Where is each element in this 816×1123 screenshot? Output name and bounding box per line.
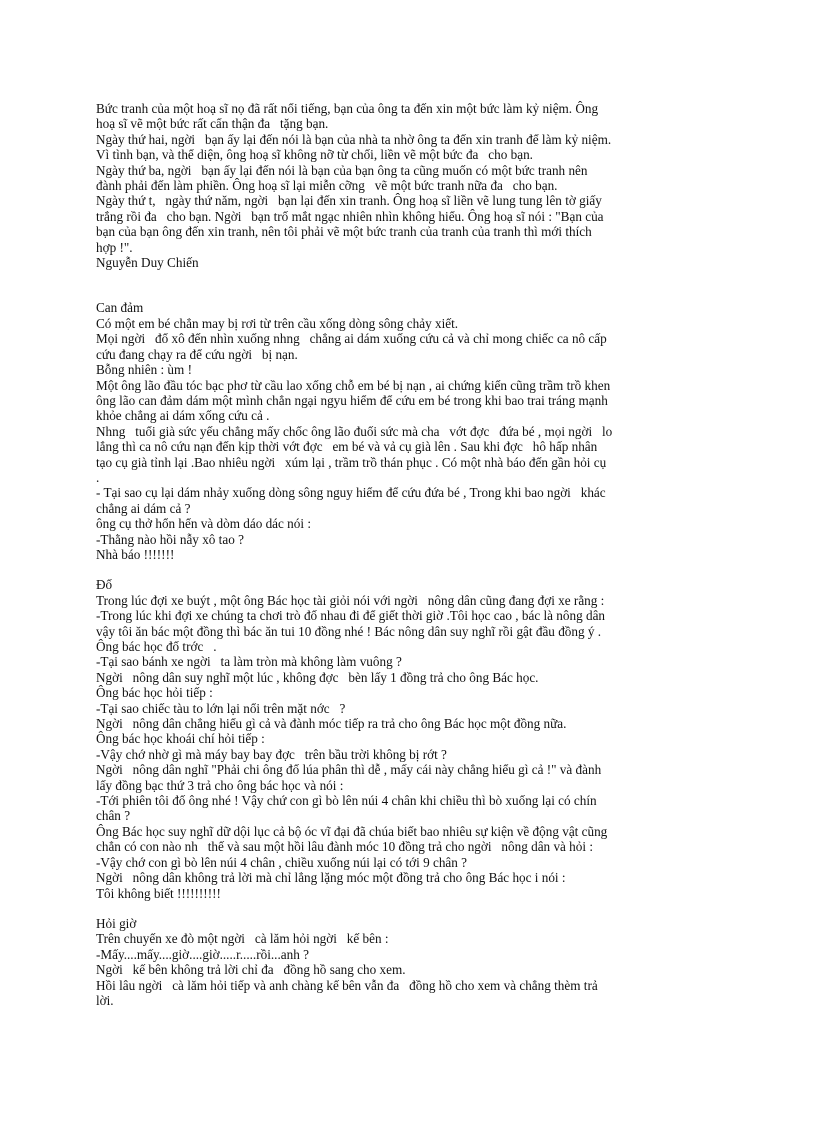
story-title: Hỏi giờ xyxy=(96,915,137,931)
story-line: -Mấy....mấy....giờ....giờ.....r.....rồi...anh ? xyxy=(96,946,309,962)
story-line: -Thằng nào hồi nẫy xô tao ? xyxy=(96,531,244,547)
story-line: Trong lúc đợi xe buýt , một ông Bác học tài giỏi nói với ngời nông dân cũng đang đợi xe rằng : xyxy=(96,592,605,608)
story-line: -Tới phiên tôi đố ông nhé ! Vậy chứ con gì bò lên núi 4 chân khi chiều thì bò xuống lại có chín xyxy=(96,793,597,809)
story-line: Ngày thứ hai, ngời bạn ấy lại đến nói là bạn của nhà ta nhờ ông ta đến xin tranh để làm kỷ niệm. xyxy=(96,131,612,147)
story-line: chẳng ai dám cả ? xyxy=(96,500,191,516)
story-line: Ngời nông dân không trả lời mà chỉ lẳng lặng móc một đồng trả cho ông Bác học i nói : xyxy=(96,870,566,886)
story-line: Một ông lão đầu tóc bạc phơ từ cầu lao xống chỗ em bé bị nạn , ai chứng kiến cũng trầm trồ khen xyxy=(96,377,611,393)
story-line: ông lão can đảm dám một mình chẳn ngại ngyu hiểm để cứu em bé trong khi bao trai tráng mạnh xyxy=(96,392,608,408)
story-line: Tôi không biết !!!!!!!!!! xyxy=(96,885,221,901)
story-line: . xyxy=(96,469,100,485)
story-line: Ông Bác học suy nghĩ dữ dội lục cả bộ óc vĩ đại đã chúa biết bao nhiêu sự kiện về động vật cũng xyxy=(96,823,608,839)
document-page xyxy=(96,101,726,1008)
story-line: Vì tình bạn, và thể diện, ông hoạ sĩ không nỡ từ chối, liền vẽ một bức đa cho bạn. xyxy=(96,147,533,163)
story-line: - Tại sao cụ lại dám nhảy xuống dòng sông nguy hiểm để cứu đứa bé , Trong khi bao ngời khác xyxy=(96,485,606,501)
story-line: lắng thì ca nô cứu nạn đến kịp thời vớt đợc em bé và vả cụ già lên . Sau khi đợc hô hấp nhân xyxy=(96,439,598,455)
story-title: Can đảm xyxy=(96,300,144,316)
story-asking-time xyxy=(96,916,726,1008)
story-line: Ông bác học đố trớc . xyxy=(96,639,217,654)
spacer xyxy=(96,270,726,300)
story-line: ông cụ thở hổn hển và dòm dáo dác nói : xyxy=(96,516,311,532)
story-line: -Tại sao chiếc tàu to lớn lại nổi trên mặt nớc ? xyxy=(96,700,346,716)
story-courage xyxy=(96,300,726,562)
story-line: Ngời kế bên không trả lời chỉ đa đồng hồ sang cho xem. xyxy=(96,962,406,978)
story-line: Ngày thứ t, ngày thứ năm, ngời bạn lại đến xin tranh. Ông hoạ sĩ liền vẽ lung tung lên tờ giấy xyxy=(96,193,602,209)
story-line: -Vậy chớ nhờ gì mà máy bay bay đợc trên bầu trời không bị rớt ? xyxy=(96,746,447,762)
story-line: Trên chuyến xe đò một ngời cà lăm hỏi ngời kế bên : xyxy=(96,931,389,947)
story-line: đành phải đến làm phiền. Ông hoạ sĩ lại miễn cỡng vẽ một bức tranh nữa đa cho bạn. xyxy=(96,178,558,194)
story-line: trắng rồi đa cho bạn. Ngời bạn trố mắt ngạc nhiên nhìn không hiểu. Ông hoạ sĩ nói : "Bạn của xyxy=(96,208,604,224)
story-line: -Trong lúc khi đợi xe chúng ta chơi trò đố nhau đi để giết thời giờ .Tôi học cao , bác là nông dân xyxy=(96,608,606,624)
story-painter xyxy=(96,101,726,270)
story-riddle xyxy=(96,577,726,901)
story-line: Nhng tuổi già sức yếu chẳng mấy chốc ông lão đuối sức mà cha vớt đợc đứa bé , mọi ngời lo xyxy=(96,423,613,439)
story-line: Ngày thứ ba, ngời bạn ấy lại đến nói là bạn của bạn ông ta cũng muốn có một bức tranh nên xyxy=(96,162,588,178)
story-line: -Vậy chớ con gì bò lên núi 4 chân , chiều xuống núi lại có tới 9 chân ? xyxy=(96,854,468,870)
story-line: bạn của bạn ông đến xin tranh, nên tôi phải vẽ một bức tranh của tranh của tranh thì mới thích xyxy=(96,224,592,240)
story-line: Mọi ngời đổ xô đến nhìn xuống nhng chẳng ai dám xuống cứu cả và chỉ mong chiếc ca nô cấp xyxy=(96,331,607,347)
story-line: Nhà báo !!!!!!! xyxy=(96,546,175,562)
story-line: Bức tranh của một hoạ sĩ nọ đã rất nổi tiếng, bạn của ông ta đến xin một bức làm kỷ niệm. Ông xyxy=(96,101,599,116)
story-line: vậy tôi ăn bác một đồng thì bác ăn tui 10 đồng nhé ! Bác nông dân suy nghĩ rồi gật đầu đồng ý . xyxy=(96,623,602,639)
spacer xyxy=(96,901,726,916)
spacer xyxy=(96,562,726,577)
story-line: hợp !". xyxy=(96,239,133,255)
story-title: Đố xyxy=(96,577,113,593)
story-line: lời. xyxy=(96,992,114,1008)
story-line: Ngời nông dân nghĩ "Phải chi ông đố lúa phân thì dễ , mấy cái này chẳng hiểu gì cả !" và đành xyxy=(96,762,602,778)
story-author: Nguyễn Duy Chiến xyxy=(96,255,199,271)
story-line: hoạ sĩ vẽ một bức rất cẩn thận đa tặng bạn. xyxy=(96,116,329,132)
story-line: lấy đồng bạc thứ 3 trả cho ông bác học và nói : xyxy=(96,777,344,793)
story-line: Ông bác học hỏi tiếp : xyxy=(96,685,213,701)
story-line: Bỗng nhiên : ùm ! xyxy=(96,362,192,378)
story-line: chẳn có con nào nh thế và sau một hồi lâu đành móc 10 đồng trả cho ngời nông dân và hỏi : xyxy=(96,839,593,855)
story-line: Ngời nông dân suy nghĩ một lúc , không đợc bèn lấy 1 đồng trả cho ông Bác học. xyxy=(96,669,539,685)
story-line: -Tại sao bánh xe ngời ta làm tròn mà không làm vuông ? xyxy=(96,654,402,670)
story-line: tạo cụ già tỉnh lại .Bao nhiêu ngời xúm lại , trầm trồ thán phục . Có một nhà báo đến gần hỏi cụ xyxy=(96,454,607,470)
story-line: Ngời nông dân chẳng hiểu gì cả và đành móc tiếp ra trả cho ông Bác học một đồng nữa. xyxy=(96,716,567,732)
story-line: khỏe chẳng ai dám xống cứu cả . xyxy=(96,408,270,424)
story-line: cứu đang chạy ra để cứu ngời bị nạn. xyxy=(96,346,298,362)
story-line: chân ? xyxy=(96,808,131,824)
story-line: Hồi lâu ngời cà lăm hỏi tiếp và anh chàng kế bên vẫn đa đồng hồ cho xem và chẳng thèm trả xyxy=(96,977,598,993)
story-line: Ông bác học khoái chí hỏi tiếp : xyxy=(96,731,265,747)
story-line: Có một em bé chẳn may bị rơi từ trên cầu xống dòng sông chảy xiết. xyxy=(96,315,459,331)
